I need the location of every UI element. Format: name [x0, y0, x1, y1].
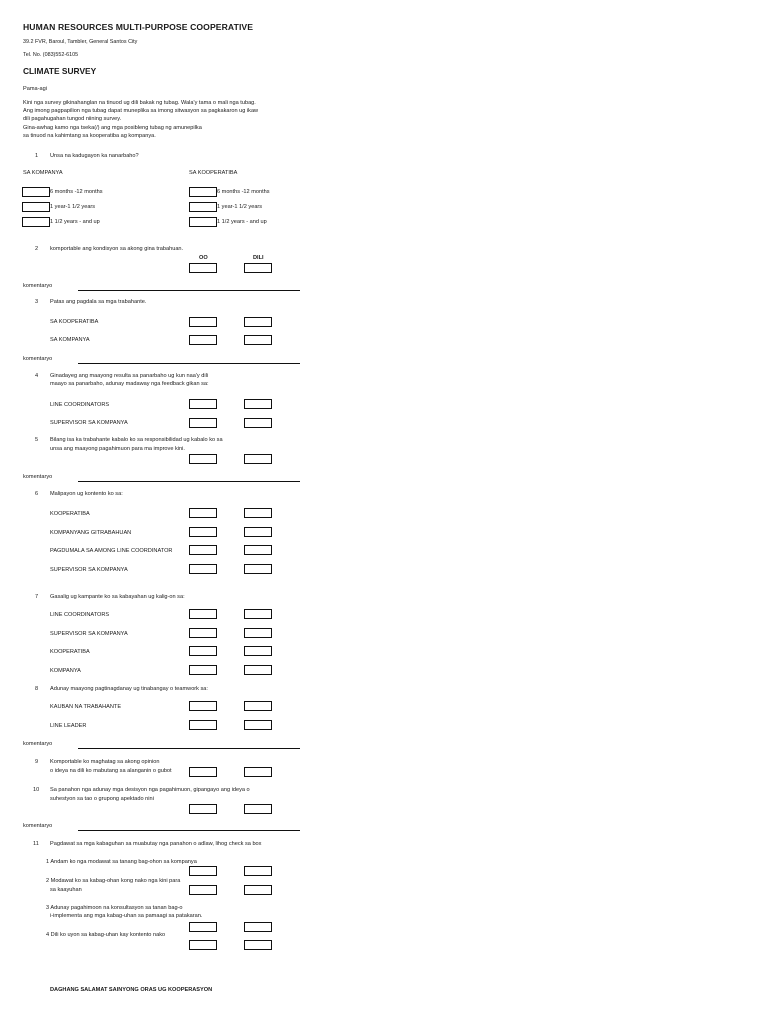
oo-checkbox[interactable]	[189, 866, 217, 876]
q1-option-label: 6 months -12 months	[50, 189, 103, 195]
question-text: Malipayon ug kontento ko sa:	[50, 491, 123, 497]
question-number: 3	[35, 299, 39, 305]
q2-oo-checkbox[interactable]	[189, 263, 217, 273]
dili-checkbox[interactable]	[244, 454, 272, 464]
dili-checkbox[interactable]	[244, 508, 272, 518]
question-text: Unsa na kadugayon ka nanarbaho?	[50, 153, 139, 159]
dili-checkbox[interactable]	[244, 720, 272, 730]
question-number: 4	[35, 373, 39, 379]
comment-line[interactable]	[78, 830, 300, 831]
oo-header: OO	[199, 255, 208, 261]
question-text: Gasalig ug kampante ko sa kabayahan ug kalig-on sa:	[50, 594, 185, 600]
oo-checkbox[interactable]	[189, 940, 217, 950]
item-label: LINE LEADER	[50, 723, 87, 729]
q1-option-label: 1 year-1 1/2 years	[217, 204, 263, 210]
intro-label: Pama-agi	[23, 86, 47, 92]
question-number: 9	[35, 759, 39, 765]
oo-checkbox[interactable]	[189, 317, 217, 327]
q1-option-label: 1 1/2 years - and up	[217, 219, 267, 225]
item-label: SA KOOPERATIBA	[50, 319, 99, 325]
dili-checkbox[interactable]	[244, 866, 272, 876]
q1-company-option-checkbox[interactable]	[22, 202, 50, 212]
intro-line: Kini nga survey gikinahanglan na tinuod ug dili bakak ng tubag. Wala'y tama o mali nga tubag.	[23, 100, 256, 106]
question-text: Patas ang pagdala sa mga trabahante.	[50, 299, 147, 305]
question-number: 8	[35, 686, 39, 692]
question-number: 7	[35, 594, 39, 600]
oo-checkbox[interactable]	[189, 922, 217, 932]
dili-checkbox[interactable]	[244, 317, 272, 327]
question-text: unsa ang maayong pagahimuon para ma improve kini.	[50, 446, 185, 452]
oo-checkbox[interactable]	[189, 665, 217, 675]
oo-checkbox[interactable]	[189, 399, 217, 409]
oo-checkbox[interactable]	[189, 508, 217, 518]
item-label: sa kaayuhan	[50, 887, 82, 893]
question-text: maayo sa panarbaho, adunay madaway nga feedback gikan sa:	[50, 381, 209, 387]
comment-line[interactable]	[78, 481, 300, 482]
oo-checkbox[interactable]	[189, 564, 217, 574]
q1-option-label: 6 months -12 months	[217, 189, 270, 195]
comment-label: komentaryo	[23, 356, 53, 362]
intro-line: Gina-awhag kamo nga tseka(/) ang mga posibleng tubag ng amunepilka	[23, 125, 202, 131]
oo-checkbox[interactable]	[189, 701, 217, 711]
question-number: 5	[35, 437, 39, 443]
dili-checkbox[interactable]	[244, 767, 272, 777]
item-label: KAUBAN NA TRABAHANTE	[50, 704, 122, 710]
dili-checkbox[interactable]	[244, 527, 272, 537]
q1-coop-option-checkbox[interactable]	[189, 187, 217, 197]
question-text: komportable ang kondisyon sa akong gina trabahuan.	[50, 246, 184, 252]
dili-checkbox[interactable]	[244, 940, 272, 950]
q1-coop-option-checkbox[interactable]	[189, 217, 217, 227]
item-label: SA KOMPANYA	[50, 337, 90, 343]
dili-checkbox[interactable]	[244, 665, 272, 675]
dili-checkbox[interactable]	[244, 628, 272, 638]
oo-checkbox[interactable]	[189, 646, 217, 656]
item-label: KOOPERATIBA	[50, 649, 90, 655]
item-label: PAGDUMALA SA AMONG LINE COORDINATOR	[50, 548, 173, 554]
question-text: Sa panahon nga adunay mga desisyon nga pagahimuon, gipangayo ang ideya o	[50, 787, 250, 793]
q1-company-option-checkbox[interactable]	[22, 217, 50, 227]
survey-title: CLIMATE SURVEY	[23, 66, 97, 76]
question-number: 10	[33, 787, 40, 793]
question-number: 1	[35, 153, 39, 159]
oo-checkbox[interactable]	[189, 628, 217, 638]
item-label: SUPERVISOR SA KOMPANYA	[50, 631, 128, 637]
q1-option-label: 1 1/2 years - and up	[50, 219, 100, 225]
question-text: Ginadayeg ang maayong resulta sa panarbaho ug kun naa'y dili	[50, 373, 209, 379]
oo-checkbox[interactable]	[189, 885, 217, 895]
dili-checkbox[interactable]	[244, 609, 272, 619]
question-text: Pagdawat sa mga kabaguhan sa muabutay nga panahon o adlaw, lihog check sa box	[50, 841, 262, 847]
oo-checkbox[interactable]	[189, 609, 217, 619]
question-text: o ideya na dili ko mabutang sa alanganin o gubot	[50, 768, 172, 774]
item-label: LINE COORDINATORS	[50, 612, 110, 618]
oo-checkbox[interactable]	[189, 454, 217, 464]
dili-checkbox[interactable]	[244, 418, 272, 428]
dili-checkbox[interactable]	[244, 804, 272, 814]
item-label: KOOPERATIBA	[50, 511, 90, 517]
question-number: 6	[35, 491, 39, 497]
intro-line: sa tinuod na kahimtang sa kooperatiba ag kompanya.	[23, 133, 156, 139]
oo-checkbox[interactable]	[189, 418, 217, 428]
comment-line[interactable]	[78, 363, 300, 364]
footer-thanks: DAGHANG SALAMAT SAINYONG ORAS UG KOOPERASYON	[50, 987, 213, 993]
dili-header: DILI	[253, 255, 264, 261]
q1-company-option-checkbox[interactable]	[22, 187, 50, 197]
dili-checkbox[interactable]	[244, 399, 272, 409]
dili-checkbox[interactable]	[244, 885, 272, 895]
organization-name: HUMAN RESOURCES MULTI-PURPOSE COOPERATIVE	[23, 22, 254, 32]
dili-checkbox[interactable]	[244, 701, 272, 711]
dili-checkbox[interactable]	[244, 646, 272, 656]
comment-line[interactable]	[78, 748, 300, 749]
item-label: 2 Modawat ko sa kabag-ohan kong nako nga kini para	[46, 878, 181, 884]
item-label: i-implementa ang mga kabag-uhan sa pamaagi sa patakaran.	[50, 913, 203, 919]
oo-checkbox[interactable]	[189, 804, 217, 814]
item-label: KOMPANYANG GITRABAHUAN	[50, 530, 132, 536]
item-label: KOMPANYA	[50, 668, 81, 674]
intro-line: Ang imong pagpapilion nga tubag dapat muneplika sa imong sitwasyon sa pagkakaron ug ikaw	[23, 108, 259, 114]
comment-label: komentaryo	[23, 741, 53, 747]
item-label: 3 Adunay pagahimoon na konsultasyon sa tanan bag-o	[46, 905, 183, 911]
oo-checkbox[interactable]	[189, 527, 217, 537]
telephone: Tel. No. (083)552-6105	[23, 52, 79, 58]
comment-label: komentaryo	[23, 823, 53, 829]
intro-line: dili pagahugahan tungod niining survey.	[23, 116, 122, 122]
question-text: Adunay maayong pagtinagdanay ug tinabangay o teamwork sa:	[50, 686, 208, 692]
dili-checkbox[interactable]	[244, 922, 272, 932]
question-number: 2	[35, 246, 39, 252]
q1-coop-header: SA KOOPERATIBA	[189, 170, 238, 176]
item-label: LINE COORDINATORS	[50, 402, 110, 408]
q1-company-header: SA KOMPANYA	[23, 170, 63, 176]
item-label: 1 Andam ko nga modawat sa tanang bag-ohon sa kompanya	[46, 859, 197, 865]
comment-line[interactable]	[78, 290, 300, 291]
address: 39.2 FVR, Baroul, Tambler, General Santos City	[23, 39, 138, 45]
item-label: 4 Dili ko uyon sa kabag-uhan kay kontento nako	[46, 932, 166, 938]
oo-checkbox[interactable]	[189, 545, 217, 555]
q1-option-label: 1 year-1 1/2 years	[50, 204, 96, 210]
item-label: SUPERVISOR SA KOMPANYA	[50, 567, 128, 573]
oo-checkbox[interactable]	[189, 335, 217, 345]
q2-dili-checkbox[interactable]	[244, 263, 272, 273]
question-number: 11	[33, 841, 39, 847]
dili-checkbox[interactable]	[244, 335, 272, 345]
dili-checkbox[interactable]	[244, 545, 272, 555]
oo-checkbox[interactable]	[189, 720, 217, 730]
dili-checkbox[interactable]	[244, 564, 272, 574]
oo-checkbox[interactable]	[189, 767, 217, 777]
q1-coop-option-checkbox[interactable]	[189, 202, 217, 212]
item-label: SUPERVISOR SA KOMPANYA	[50, 420, 128, 426]
question-text: suhestyon sa tao o grupong apektado nini	[50, 796, 154, 802]
question-text: Bilang isa ka trabahante kabalo ko sa responsibilidad ug kabalo ko sa	[50, 437, 223, 443]
comment-label: komentaryo	[23, 283, 53, 289]
question-text: Komportable ko maghatag sa akong opinion	[50, 759, 160, 765]
comment-label: komentaryo	[23, 474, 53, 480]
